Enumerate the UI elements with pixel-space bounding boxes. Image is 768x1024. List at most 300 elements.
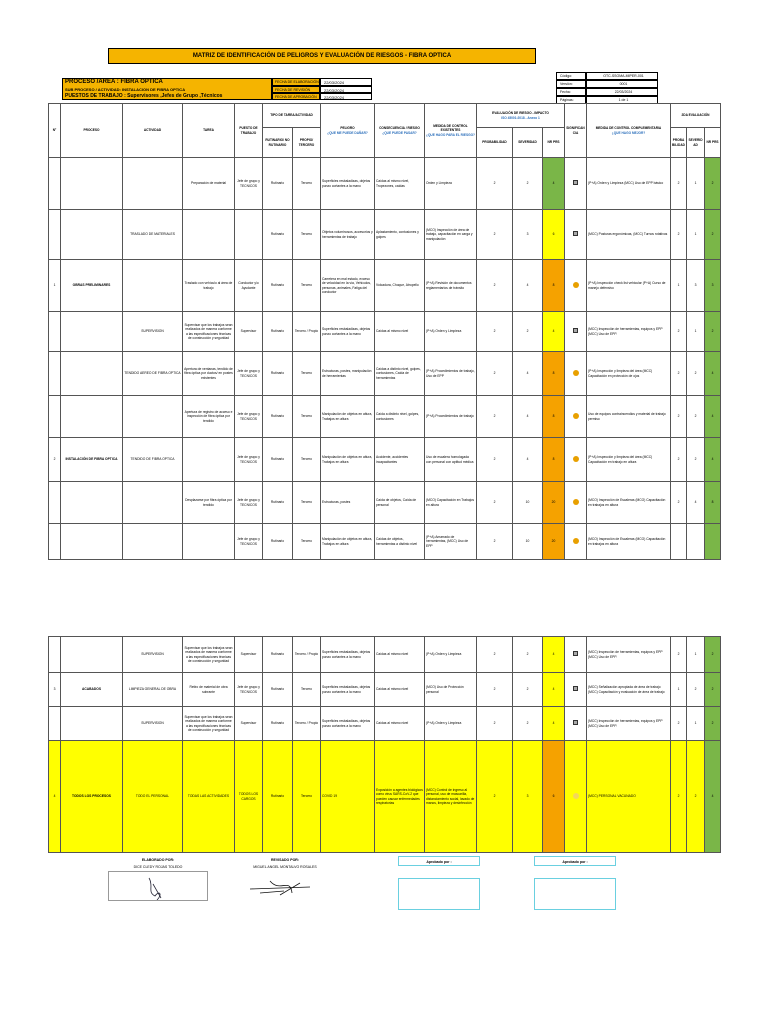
aprobado-block-2 [534,856,616,910]
document-codes [556,72,658,104]
row-puesto: Jefe de grupo y TECNICOS [235,158,263,210]
version-value: 0001 [586,80,658,88]
row-significancia [565,482,587,524]
row-proceso [61,707,123,741]
row-actividad [123,524,183,560]
row-nr: 4 [543,312,565,352]
row-propio: Tercero [293,524,321,560]
checkbox-icon [573,686,578,691]
row-medida: (P+A) Amarrado de herramientas, (MCC) Uso de EPP [425,524,477,560]
row-actividad: SUPERVISION [123,637,183,673]
row-significancia [565,210,587,260]
row-tarea: Apertura de ventanas, tendido de fibra óptica por ductos/ en postes existentes [183,352,235,396]
version-key: Versión: [556,80,586,88]
elaborado-block [108,858,208,906]
row-proceso [61,637,123,673]
row-prob: 2 [477,158,513,210]
signature-1 [108,871,208,901]
row-sev: 2 [513,637,543,673]
eval-title: EVALUACIÓN DE RIESGO - IMPACTO [492,111,549,116]
peligro-sub: ¿QUE ME PUEDE DAÑAR? [327,130,368,135]
document-title: MATRIZ DE IDENTIFICACIÓN DE PELIGROS Y EVALUACIÓN DE RIESGOS - FIBRA OPTICA [108,48,536,64]
row-significancia [565,312,587,352]
row-number: 4 [49,741,61,853]
row-nr: 4 [543,158,565,210]
col-peligro [321,104,375,158]
row-tarea: Desplazarse por fibra óptica por tendido [183,482,235,524]
apr-date: 22/03/2024 [320,93,372,100]
row-puesto: Conductor y/o Ayudante [235,260,263,312]
warning-circle-icon [573,499,579,505]
eval-sub: ISO 45001:2018 - Anexo 1 [501,115,540,120]
row-rutinario: Rutinario [263,482,293,524]
row-nr: 8 [543,260,565,312]
code-key: Código: [556,72,586,80]
row-proceso [61,524,123,560]
row-peligro: Estructuras, postes, manipulación de herramientas [321,352,375,396]
row-sev: 2 [513,158,543,210]
row-propio: Tercero [293,260,321,312]
row-prob2: 2 [671,637,687,673]
aprobado-label-1: Aprobado por : [398,856,480,866]
row-significancia [565,673,587,707]
row-sev2: 4 [687,482,705,524]
row-peligro: Objetos voluminosos, accesorios y herramientas de trabajo [321,210,375,260]
warning-circle-icon [573,370,579,376]
date-value: 22/03/2024 [586,88,658,96]
row-mejora: (MCC) Inspección de herramientas, equipos y EPP (MCC) Uso de EPP. [587,637,671,673]
row-actividad [123,396,183,438]
row-peligro: Superficies resbaladizas, objetos punzo cortantes a la mano [321,158,375,210]
elab-date-label: FECHA DE ELABORACIÓN [272,78,320,86]
row-actividad: TENDIDO AEREO DE FIBRA OPTICA [123,352,183,396]
row-nr2: 8 [705,482,721,524]
row-consecuencia: Caídas al mismo nivel [375,673,425,707]
row-actividad: TRASLADO DE MATERIALES [123,210,183,260]
row-significancia [565,524,587,560]
row-prob: 2 [477,438,513,482]
row-mejora: (P+A) Inspección y limpieza del área (MCC) Capacitación en trabajo en altura [587,438,671,482]
col-tipo: TIPO DE TAREA/ACTIVIDAD [263,104,321,128]
row-rutinario: Rutinario [263,438,293,482]
table-row [49,707,721,741]
row-peligro: Manipulación de objetos en altura, Trabajos en altura [321,438,375,482]
row-mejora: (MCC) PERSONAL VACUNADO [587,741,671,853]
row-number: 3 [49,673,61,707]
elaborado-label: ELABORADO POR: [141,858,175,862]
col-prob2: PROBABILIDAD [671,128,687,158]
row-nr: 8 [543,438,565,482]
row-tarea: Preparación de material [183,158,235,210]
row-significancia [565,396,587,438]
row-mejora: (MCO) Inspección de Escaleras (MCO) Capacitación en trabajos en altura [587,524,671,560]
row-sev: 10 [513,524,543,560]
row-puesto: Jefe de grupo y TECNICOS [235,482,263,524]
row-propio: Tercero [293,482,321,524]
row-sev2: 1 [687,158,705,210]
row-medida: (MCO) Uso de Protección personal [425,673,477,707]
warning-circle-icon [573,538,579,544]
row-peligro: Superficies resbaladizas, objetos punzo cortantes a la mano [321,707,375,741]
row-prob2: 1 [671,260,687,312]
checkbox-icon [573,231,578,236]
table-row [49,158,721,210]
row-proceso [61,210,123,260]
row-sev: 4 [513,396,543,438]
row-sev2: 3 [687,260,705,312]
row-sev: 2 [513,312,543,352]
col-actividad: ACTIVIDAD [123,104,183,158]
col-tarea: TAREA [183,104,235,158]
row-consecuencia: Volcadura, Choque, Atropello [375,260,425,312]
row-prob: 2 [477,210,513,260]
status-circle-icon [573,793,579,799]
row-medida: Orden y Limpieza [425,158,477,210]
row-prob: 2 [477,396,513,438]
row-significancia [565,352,587,396]
row-nr: 6 [543,741,565,853]
row-tarea: Apertura de registro de acceso e inspección de fibra óptica por tendido [183,396,235,438]
table-row [49,438,721,482]
row-peligro: COVID 19 [321,741,375,853]
row-rutinario: Rutinario [263,396,293,438]
row-puesto [235,210,263,260]
row-prob: 2 [477,260,513,312]
row-prob2: 2 [671,312,687,352]
row-nr2: 2 [705,707,721,741]
row-actividad [123,158,183,210]
row-proceso [61,312,123,352]
row-number [49,158,61,210]
col-propio: PROPIO/ TERCERO [293,128,321,158]
row-consecuencia: Caídas a distinto nivel, golpes, contusiones, Caída de herramientas [375,352,425,396]
row-tarea: Supervisar que los trabajos sean realizados de manera conforme a las especificaciones técnicas de construcción y seguridad [183,637,235,673]
row-actividad: TENDIDO DE FIBRA OPTICA [123,438,183,482]
row-puesto: TODOS LOS CARGOS [235,741,263,853]
pages-value: 1 de 1 [586,96,658,104]
col-eval2: 2DA EVALUACIÓN [671,104,721,128]
row-prob: 2 [477,312,513,352]
row-nr2: 4 [705,438,721,482]
row-mejora: (P+A) Inspección y limpieza del área (MCC) Capacitación en protección de ojos [587,352,671,396]
row-tarea [183,524,235,560]
row-number: 2 [49,438,61,482]
row-nr2: 4 [705,396,721,438]
row-prob2: 2 [671,210,687,260]
row-peligro: Manipulación de objetos en altura, Trabajos en altura [321,524,375,560]
row-consecuencia: Caídas al mismo nivel, Tropezones, caídas [375,158,425,210]
table-row [49,396,721,438]
row-prob2: 2 [671,707,687,741]
table-row [49,312,721,352]
row-number [49,524,61,560]
row-number [49,352,61,396]
row-rutinario: Rutinario [263,312,293,352]
row-number [49,482,61,524]
col-significancia: SIGNIFICANCIA [565,104,587,158]
row-sev2: 2 [687,741,705,853]
cons-sub: ¿QUE PUEDE PASAR? [382,130,417,135]
row-sev: 2 [513,673,543,707]
row-prob2: 2 [671,352,687,396]
row-nr: 4 [543,673,565,707]
row-prob2: 2 [671,396,687,438]
revisado-block [240,858,330,906]
row-sev2: 2 [687,438,705,482]
checkbox-icon [573,651,578,656]
row-mejora: Uso de equipos contraincendios y material de trabajo permiso [587,396,671,438]
row-mejora: (MCC) Inspección de herramientas, equipos y EPP (MCC) Uso de EPP. [587,312,671,352]
row-tarea: TODAS LAS ACTIVIDADES [183,741,235,853]
aprobado-box-1 [398,878,480,910]
row-prob: 2 [477,352,513,396]
row-consecuencia: Caídas de objetos, herramientas a distinto nivel [375,524,425,560]
apr-date-label: FECHA DE APROBACIÓN [272,93,320,100]
row-sev2: 2 [687,673,705,707]
row-consecuencia: Caídas al mismo nivel [375,637,425,673]
table-row [49,352,721,396]
row-number [49,312,61,352]
row-number [49,210,61,260]
row-nr: 4 [543,637,565,673]
row-significancia [565,707,587,741]
row-mejora: (MCO) Inspección de Escaleras (MCO) Capacitación en trabajos en altura [587,482,671,524]
row-actividad [123,482,183,524]
col-nr: NR PRS [543,128,565,158]
hazard-matrix-table [48,103,721,560]
rev-date-label: FECHA DE REVISIÓN [272,86,320,93]
positions-label: PUESTOS DE TRABAJO : Supervisores ,Jefes de Grupo ,Técnicos [65,93,223,99]
row-prob: 2 [477,482,513,524]
row-nr: 8 [543,352,565,396]
row-rutinario: Rutinario [263,741,293,853]
elaborado-name: DICE CLEDY ROJAS TOLEDO [133,865,183,869]
row-prob2: 2 [671,158,687,210]
row-rutinario: Rutinario [263,352,293,396]
row-significancia [565,637,587,673]
aprobado-block-1 [398,856,480,910]
row-medida: (P+A) Procedimientos de trabajo, Uso de EPP [425,352,477,396]
table-row [49,524,721,560]
row-nr2 [705,524,721,560]
aprobado-label-2: Aprobado por : [534,856,616,866]
row-actividad: SUPERVISION [123,312,183,352]
row-proceso [61,158,123,210]
row-prob: 2 [477,524,513,560]
row-medida: (MCO) Capacitación en Trabajos en altura [425,482,477,524]
row-prob: 2 [477,741,513,853]
col-sev: SEVERIDAD [513,128,543,158]
subprocess-label: SUB PROCESO / ACTIVIDAD: INSTALACION DE FIBRA OPTICA [65,87,186,92]
medida-sub: ¿QUE HAGO PARA EL RIESGO? [426,132,475,137]
row-rutinario: Rutinario [263,158,293,210]
warning-circle-icon [573,282,579,288]
row-prob2: 2 [671,438,687,482]
row-proceso: INSTALACIÓN DE FIBRA OPTICA [61,438,123,482]
mejora-title: MEDIDA DE CONTROL COMPLEMENTARIA [595,126,662,131]
hazard-matrix-table-2 [48,636,721,853]
table-row [49,210,721,260]
row-tarea: Supervisar que los trabajos sean realizados de manera conforme a las especificaciones técnicas de construcción y seguridad [183,707,235,741]
row-nr: 8 [543,396,565,438]
table-row-covid [49,741,721,853]
row-medida: (P+A) Orden y Limpieza [425,707,477,741]
row-actividad: LIMPIEZA GENERAL DE OBRA [123,673,183,707]
col-mejora [587,104,671,158]
row-actividad: SUPERVISION [123,707,183,741]
row-puesto: Jefe de grupo y TECNICOS [235,524,263,560]
row-nr2: 2 [705,312,721,352]
row-consecuencia: Caída de objetos, Caída de personal [375,482,425,524]
row-rutinario: Rutinario [263,260,293,312]
row-medida: (P+A) Revisión de documentos reglamentarios de tránsito [425,260,477,312]
col-medida [425,104,477,158]
table-row [49,637,721,673]
row-medida: (MCO) Inspección de área de trabajo, capacitación en carga y manipulación [425,210,477,260]
warning-circle-icon [573,456,579,462]
row-significancia [565,260,587,312]
col-eval [477,104,565,128]
row-actividad [123,260,183,312]
row-sev2: 2 [687,352,705,396]
row-propio: Tercero [293,352,321,396]
row-puesto: Jefe de grupo y TECNICOS [235,673,263,707]
row-proceso [61,396,123,438]
row-propio: Tercero [293,158,321,210]
row-rutinario: Rutinario [263,637,293,673]
row-nr2: 4 [705,741,721,853]
col-consecuencia [375,104,425,158]
row-prob2 [671,524,687,560]
code-value: OTC-SSOMA-MIPER-001 [586,72,658,80]
row-sev2: 1 [687,637,705,673]
row-proceso [61,482,123,524]
col-nr2: NR PRS [705,128,721,158]
row-medida: Uso de escalera homologada con personal con aptitud médica [425,438,477,482]
row-consecuencia: Caída a distinto nivel, golpes, contusiones [375,396,425,438]
row-peligro: Superficies resbaladizas, objetos punzo cortantes a la mano [321,637,375,673]
row-sev2: 2 [687,396,705,438]
row-propio: Tercero / Propio [293,637,321,673]
col-sev2: SEVERIDAD [687,128,705,158]
row-tarea [183,438,235,482]
row-medida: (P+A) Procedimientos de trabajo [425,396,477,438]
row-number [49,396,61,438]
row-nr: 20 [543,482,565,524]
checkbox-icon [573,180,578,185]
row-nr2: 3 [705,260,721,312]
row-prob2: 1 [671,673,687,707]
row-consecuencia: Exposición a agentes biológicos como virus SARS-CoV-2 que pueden causar enfermedades respiratorias [375,741,425,853]
checkbox-icon [573,720,578,725]
row-consecuencia: Caídas al mismo nivel [375,312,425,352]
process-label: PROCESO /AREA : FIBRA OPTICA [65,79,163,85]
row-puesto: Jefe de grupo y TECNICOS [235,352,263,396]
warning-circle-icon [573,413,579,419]
row-tarea: Supervisar que los trabajos sean realizados de manera conforme a las especificaciones técnicas de construcción y seguridad [183,312,235,352]
row-mejora: (P+A) Orden y Limpieza (MCC) Uso de EPP básico [587,158,671,210]
process-header [62,78,272,100]
row-prob: 2 [477,673,513,707]
row-prob: 2 [477,707,513,741]
row-prob: 2 [477,637,513,673]
revisado-label: REVISADO POR: [270,858,299,862]
table-row [49,482,721,524]
row-peligro: Carretera en mal estado, exceso de velocidad en la vía, Vehículos, personas, animales, Fatiga del conductor [321,260,375,312]
row-mejora: (P+A) Inspección check list vehicular (P+A) Curso de manejo defensivo [587,260,671,312]
row-proceso: OBRAS PRELIMINARES [61,260,123,312]
row-rutinario: Rutinario [263,707,293,741]
row-sev: 10 [513,482,543,524]
row-nr: 6 [543,210,565,260]
row-mejora: (MCC) Inspección de herramientas, equipos y EPP (MCC) Uso de EPP. [587,707,671,741]
row-actividad: TODO EL PERSONAL [123,741,183,853]
row-nr: 20 [543,524,565,560]
row-puesto: Jefe de grupo y TECNICOS [235,396,263,438]
row-tarea [183,210,235,260]
mejora-sub: ¿QUE HAGO MEJOR? [611,130,646,135]
row-number: 1 [49,260,61,312]
row-sev: 3 [513,741,543,853]
row-peligro: Superficies resbaladizas, objetos punzo cortantes a la mano [321,312,375,352]
row-sev2: 1 [687,210,705,260]
row-medida: (P+A) Orden y Limpieza [425,637,477,673]
pages-key: Páginas: [556,96,586,104]
row-propio: Tercero / Propio [293,312,321,352]
aprobado-box-2 [534,878,616,910]
row-medida: (P+A) Orden y Limpieza [425,312,477,352]
row-puesto: Supervisor [235,312,263,352]
row-sev2: 1 [687,707,705,741]
row-proceso: TODOS LOS PROCESOS [61,741,123,853]
row-nr2: 2 [705,637,721,673]
row-puesto: Supervisor [235,637,263,673]
row-rutinario: Rutinario [263,210,293,260]
row-significancia [565,158,587,210]
row-sev: 4 [513,438,543,482]
row-rutinario: Rutinario [263,524,293,560]
row-sev2: 1 [687,312,705,352]
row-nr2: 2 [705,210,721,260]
row-nr2: 4 [705,352,721,396]
row-puesto: Supervisor [235,707,263,741]
row-propio: Tercero [293,438,321,482]
row-number [49,707,61,741]
row-nr2: 2 [705,673,721,707]
row-propio: Tercero / Propio [293,707,321,741]
row-sev: 2 [513,707,543,741]
signature-2 [240,871,330,901]
row-sev2 [687,524,705,560]
row-mejora: (MCC) Posturas ergonómicas, (MCC) Turnos rotativos [587,210,671,260]
row-tarea: Traslado con vehículo al área de trabajo [183,260,235,312]
col-n: N° [49,104,61,158]
row-puesto: Jefe de grupo y TECNICOS [235,438,263,482]
revisado-name: MIGUEL ANGEL MONTALVO ROSALES [253,865,317,869]
row-rutinario: Rutinario [263,673,293,707]
col-proceso: PROCESO [61,104,123,158]
rev-date: 22/03/2024 [320,86,372,93]
row-peligro: Superficies resbaladizas, objetos punzo cortantes a la mano [321,673,375,707]
col-prob: PROBABILIDAD [477,128,513,158]
row-consecuencia: Aplastamiento, contusiones y golpes [375,210,425,260]
row-sev: 4 [513,352,543,396]
table-row [49,673,721,707]
row-sev: 4 [513,260,543,312]
row-propio: Tercero [293,741,321,853]
row-consecuencia: Caídas al mismo nivel [375,707,425,741]
row-mejora: (MCC) Señalización apropiada de área de trabajo (MCC) Capacitación y evaluación de área de trabajo [587,673,671,707]
